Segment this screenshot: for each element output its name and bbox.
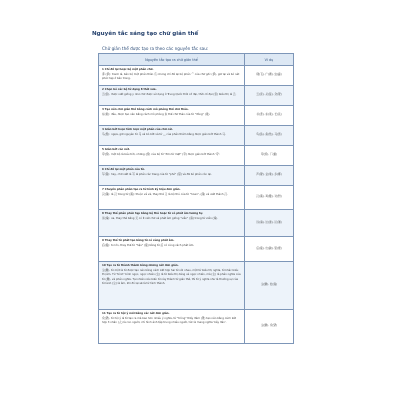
rule-title: 11 Tạo ra từ hội ý mới bằng các nét đơn giản. bbox=[102, 312, 170, 315]
table-row bbox=[99, 262, 294, 310]
example-cell: 汉(漢), 鸡(雞), 对(對) bbox=[245, 186, 294, 210]
rule-title: 8 Thay thế phần phức tạp bằng bộ thủ hoặc từ có phát âm tương tự. bbox=[102, 212, 204, 215]
table-row bbox=[99, 66, 294, 86]
rule-title: 10 Tạo ra từ thành thành bằng những nét đơn giản. bbox=[102, 264, 179, 267]
rule-cell bbox=[99, 106, 245, 126]
rule-title: 5 Giản bớt các nét. bbox=[102, 148, 131, 151]
example-cell: 飛(飞), 广(廣), 虫(蟲) bbox=[245, 66, 294, 86]
rule-cell bbox=[99, 237, 245, 262]
table-header-row bbox=[99, 54, 294, 66]
table-row bbox=[99, 166, 294, 186]
rule-description: 东(東): đầu, được tạo nên bằng cách mô phỏng 东 thể chữ thảo của từ "đông" (東). bbox=[102, 112, 211, 116]
rule-cell bbox=[99, 66, 245, 86]
rule-cell bbox=[99, 126, 245, 146]
example-cell: 后(後), 出(齣), 里(裡) bbox=[245, 237, 294, 262]
rule-cell bbox=[99, 210, 245, 237]
table-row bbox=[99, 310, 294, 344]
table-row bbox=[99, 106, 294, 126]
example-cell: 书(書), 东(東), 长(長) bbox=[245, 106, 294, 126]
column-header-example: Ví dụ bbox=[245, 54, 294, 66]
rule-description: 云(雲), được viết giống y như chữ được sử dụng ở Trung Quốc thời cổ đại, thời cổ đại (雲) biểu thị là 云. bbox=[102, 92, 237, 96]
rule-title: 6 Chỉ để lại một phần của từ. bbox=[102, 168, 145, 171]
example-cell: 鸟(鳥), 鱼(魚), 马(馬) bbox=[245, 126, 294, 146]
rule-title: 4 Giản bớt hoặc tỉnh lược một phần của chữ cái. bbox=[102, 128, 173, 131]
example-cell: 尘(塵), 众(眾) bbox=[245, 310, 294, 344]
table-caption: Chữ giản thể được tạo ra theo các nguyên tắc sau: bbox=[102, 46, 209, 51]
rule-cell bbox=[99, 262, 245, 310]
table-row bbox=[99, 186, 294, 210]
rule-description: 远(遠): xa, thay thế bằng 元 có ít nét chữ và phát âm giống "viễn" (遠) trong từ viễn (遠). bbox=[102, 216, 219, 220]
rule-cell bbox=[99, 146, 245, 166]
rule-description: 夸(誇), một bộ là bầu trời, những (誇) của bộ từ "đơn từ mặt" (夸) được giản bớt thành '夸'. bbox=[102, 152, 221, 156]
table-row bbox=[99, 146, 294, 166]
rule-description: 后(後): to lớn, thay thế từ "hậu" (後) bằng từ 后 có cùng cách phát âm. bbox=[102, 243, 195, 247]
example-cell: 声(聲), 业(業), 乡(鄉) bbox=[245, 166, 294, 186]
rule-title: 3 Tạo nên chữ giản thể bằng cách mô phỏng thể chữ thảo. bbox=[102, 108, 189, 111]
rule-description: 众(眾), từ hội ý là từ tạo ra mà bao hơn nhiều ý nghĩa, từ "trông" thấy đám (眾) tạo nên bằng cách kết hợp 3 nhân (人) là con người, chỉ hình ảnh tập trung nhiều người, tức là mang nghĩa 'bầy đàn'. bbox=[102, 316, 236, 324]
rule-title: 9 Thay thế từ phát tạo bằng từ có cùng phát âm. bbox=[102, 239, 175, 242]
example-cell: 尘(塵), 灶(竈) bbox=[245, 262, 294, 310]
rule-description: 写(寫): hay, chữ viết là 写 là phần các trang của từ "phó" (寫) và đã bỏ phần còn lại. bbox=[102, 172, 212, 176]
rule-description: 马(馬): ngựa, giữ nguyên từ 马 và bỏ bớt và từ 灬 của phần thêm bằng được giản bớt thành 马. bbox=[102, 132, 226, 136]
rule-description: 尘(塵), từ một là từ được tạo nên bằng cách kết hợp hai từ với nhau, một từ biểu thị nghĩa, từ khác biểu thị âm. Từ "bình" bình ngọc, ngọc nhiên (尘) là từ biểu thị dáng vẻ ngọc nhiên, mà (尘) là phần nghĩa của từ (塵), và phần nghĩa. Tại nhiên nếu biến từ này thành từ giản thể, thì từ ý nghĩa như là thường sự của từ lành (尘) là âm, khi đó lại sẽ là từ hình thành. bbox=[102, 268, 241, 285]
rule-title: 7 Chuyển phần phân tạo ra từ hình ký hiệu đơn giản. bbox=[102, 188, 181, 191]
rule-cell bbox=[99, 310, 245, 344]
example-cell: 夸(誇), 厂(廠) bbox=[245, 146, 294, 166]
example-cell: 云(雲), 从(從), 众(眾) bbox=[245, 86, 294, 106]
rule-title: 1 Chỉ để lại hoặc bộ một phần chữ. bbox=[102, 68, 154, 71]
rule-cell bbox=[99, 166, 245, 186]
principles-table bbox=[98, 53, 294, 344]
table-row bbox=[99, 126, 294, 146]
rule-cell bbox=[99, 186, 245, 210]
rule-cell bbox=[99, 86, 245, 106]
rule-title: 2 Chọn bỏ các bộ từ dạng 8 thời xưa. bbox=[102, 88, 157, 91]
column-header-principle: Nguyên tắc tạo ra chữ giản thể bbox=[99, 54, 245, 66]
table-row bbox=[99, 210, 294, 237]
page-title: Nguyên tắc sáng tạo chữ giản thể bbox=[92, 31, 199, 37]
table-row bbox=[99, 86, 294, 106]
rule-description: 汉(漢): là 汉 trong từ (漢): thuộc về và, thay thế 又 là bộ thủ của từ "hoan", (漢) và viết thành 汉. bbox=[102, 192, 228, 196]
table-row bbox=[99, 237, 294, 262]
rule-description: 爭 (爭): tranh là, bên bộ một phần thân 爪 nhưng chỉ để lại bộ phần ⺈ của chữ gốc (爭), giữ lại và bỏ nét phức tạp ở bên trong. bbox=[102, 72, 240, 80]
example-cell: 远(遠), 达(達), 运(運) bbox=[245, 210, 294, 237]
